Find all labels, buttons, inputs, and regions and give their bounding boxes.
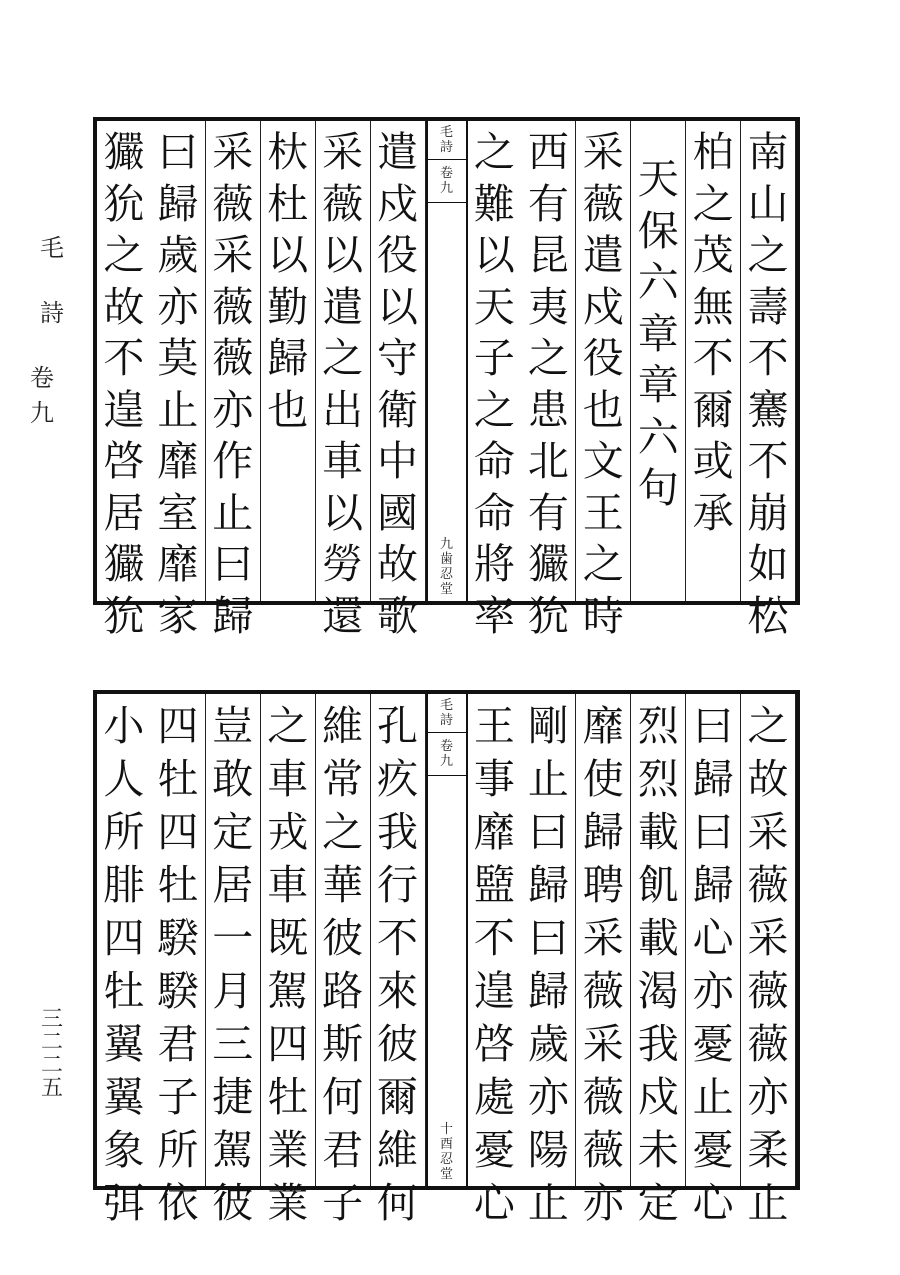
text-character: 采: [747, 808, 789, 856]
text-character: 陽: [527, 1126, 569, 1174]
text-character: 也: [582, 385, 624, 434]
text-column: [371, 121, 426, 640]
gutter-publisher: [440, 533, 453, 601]
text-character: 歸: [692, 755, 734, 803]
gutter-char: 卷: [439, 739, 453, 754]
text-column: [521, 694, 576, 1227]
text-character: 狁: [527, 591, 569, 640]
text-character: 歸: [267, 334, 309, 382]
text-character: 靡: [157, 540, 199, 588]
text-character: 豈: [212, 702, 254, 750]
text-character: 止: [692, 1073, 734, 1121]
text-character: 載: [637, 914, 679, 962]
text-character: 章: [637, 309, 679, 358]
gutter-volume: [428, 732, 466, 776]
text-character: 曰: [692, 808, 734, 856]
text-character: 君: [322, 1126, 364, 1174]
text-character: 之: [322, 334, 364, 382]
text-character: 遣: [582, 231, 624, 279]
text-character: 北: [527, 437, 569, 485]
text-character: 月: [212, 967, 254, 1015]
text-character: 之: [473, 128, 515, 176]
bottom-left-half: [97, 694, 426, 1227]
text-character: 曰: [692, 702, 734, 750]
page-number-char: 二: [40, 1053, 63, 1078]
text-character: 句: [637, 464, 679, 512]
text-column: [316, 121, 371, 640]
book-title-margin: [30, 228, 74, 428]
text-character: 靡: [473, 808, 515, 856]
text-column: [206, 121, 261, 640]
text-character: 敢: [212, 755, 254, 803]
text-character: 亦: [747, 1073, 789, 1121]
text-character: 常: [322, 755, 364, 803]
text-character: 我: [377, 808, 419, 856]
text-character: 牡: [103, 967, 145, 1015]
bottom-right-half: [468, 694, 797, 1227]
text-character: 之: [747, 702, 789, 750]
text-character: 薇: [322, 179, 364, 228]
text-character: 戍: [377, 179, 419, 228]
text-character: 止: [747, 1179, 789, 1227]
text-character: 歸: [692, 861, 734, 909]
text-character: 王: [473, 702, 515, 750]
text-character: 崩: [747, 488, 789, 537]
text-character: 騫: [747, 385, 789, 434]
text-character: 國: [377, 488, 419, 537]
text-character: 柏: [692, 128, 734, 176]
text-character: 無: [692, 282, 734, 331]
gutter-book-title: [440, 121, 453, 159]
text-character: 牡: [157, 861, 199, 909]
text-column: [741, 121, 796, 640]
text-character: 靡: [582, 702, 624, 750]
top-text-panel: [93, 117, 800, 640]
text-column: [261, 694, 316, 1227]
text-column: [686, 694, 741, 1227]
text-character: 四: [267, 1020, 309, 1068]
text-character: 不: [747, 437, 789, 485]
text-character: 彼: [322, 914, 364, 962]
text-character: 烈: [637, 755, 679, 803]
text-character: 事: [473, 755, 515, 803]
text-character: 亦: [212, 385, 254, 434]
text-character: 莫: [157, 334, 199, 382]
text-character: 衛: [377, 385, 419, 434]
margin-title-char: 毛: [40, 234, 64, 262]
text-character: 戍: [637, 1073, 679, 1121]
text-character: 定: [212, 808, 254, 856]
text-character: 以: [377, 282, 419, 331]
text-column: [631, 121, 686, 601]
gutter-book-title: [440, 694, 453, 732]
text-character: 騤: [157, 967, 199, 1015]
text-character: 昆: [527, 231, 569, 279]
text-character: 茂: [692, 231, 734, 279]
text-character: 以: [322, 231, 364, 279]
gutter-char: 酉: [439, 1137, 453, 1152]
text-character: 之: [473, 385, 515, 434]
text-character: 文: [582, 437, 624, 485]
text-character: 遣: [377, 128, 419, 176]
text-column: [261, 121, 316, 601]
text-character: 爾: [692, 385, 734, 434]
text-character: 既: [267, 914, 309, 962]
text-character: 作: [212, 437, 254, 485]
text-character: 承: [692, 488, 734, 537]
text-character: 翼: [103, 1020, 145, 1068]
text-character: 剛: [527, 702, 569, 750]
text-character: 使: [582, 755, 624, 803]
text-character: 遑: [103, 385, 145, 434]
gutter-char: 九: [439, 537, 453, 552]
text-character: 難: [473, 179, 515, 228]
text-column: [151, 121, 206, 640]
text-column: [316, 694, 371, 1227]
text-character: 之: [747, 231, 789, 279]
text-character: 或: [692, 437, 734, 485]
gutter-char: 忍: [439, 567, 453, 582]
top-right-half: [468, 121, 797, 640]
text-character: 壽: [747, 282, 789, 331]
gutter-char: 毛: [439, 125, 453, 140]
text-character: 止: [527, 755, 569, 803]
text-character: 車: [267, 755, 309, 803]
text-column: [576, 121, 631, 640]
text-character: 啓: [103, 437, 145, 485]
text-character: 出: [322, 385, 364, 434]
text-character: 役: [377, 231, 419, 279]
text-character: 不: [747, 334, 789, 382]
text-character: 中: [377, 437, 419, 485]
text-column: [97, 694, 151, 1227]
text-character: 亦: [692, 967, 734, 1015]
text-character: 曰: [527, 914, 569, 962]
text-character: 之: [322, 808, 364, 856]
text-character: 子: [473, 334, 515, 382]
text-character: 玁: [527, 540, 569, 588]
text-character: 止: [527, 1179, 569, 1227]
text-character: 不: [377, 914, 419, 962]
text-character: 所: [157, 1126, 199, 1174]
text-character: 彼: [212, 1179, 254, 1227]
text-character: 止: [157, 385, 199, 434]
top-left-half: [97, 121, 426, 640]
text-character: 行: [377, 861, 419, 909]
text-character: 玁: [103, 540, 145, 588]
text-character: 四: [157, 702, 199, 750]
gutter-char: 詩: [439, 140, 453, 155]
text-character: 定: [637, 1179, 679, 1227]
text-character: 故: [377, 540, 419, 588]
text-character: 何: [377, 1179, 419, 1227]
text-column: [521, 121, 576, 640]
text-character: 也: [267, 385, 309, 434]
text-character: 君: [157, 1020, 199, 1068]
text-character: 亦: [157, 282, 199, 331]
text-character: 憂: [692, 1020, 734, 1068]
gutter-char: 九: [439, 754, 453, 769]
text-character: 薇: [747, 967, 789, 1015]
page-number-char: 五: [40, 1076, 63, 1101]
text-character: 役: [582, 334, 624, 382]
text-character: 之: [103, 231, 145, 279]
text-character: 室: [157, 488, 199, 537]
text-character: 歲: [527, 1020, 569, 1068]
gutter-char: 詩: [439, 713, 453, 728]
text-character: 小: [103, 702, 145, 750]
text-character: 狁: [103, 179, 145, 228]
text-character: 命: [473, 437, 515, 485]
text-character: 盬: [473, 861, 515, 909]
text-character: 不: [473, 914, 515, 962]
text-character: 王: [582, 488, 624, 537]
text-character: 之: [692, 179, 734, 228]
gutter-char: 堂: [439, 1167, 453, 1182]
text-character: 之: [527, 334, 569, 382]
text-character: 六: [637, 412, 679, 461]
text-character: 率: [473, 591, 515, 640]
text-character: 子: [157, 1073, 199, 1121]
text-column: [576, 694, 631, 1227]
text-character: 象: [103, 1126, 145, 1174]
text-character: 爾: [377, 1073, 419, 1121]
text-column: [97, 121, 151, 640]
text-character: 家: [157, 591, 199, 640]
text-character: 薇: [747, 1020, 789, 1068]
text-character: 居: [103, 488, 145, 537]
text-column: [741, 694, 796, 1227]
text-character: 勤: [267, 282, 309, 331]
text-character: 靡: [157, 437, 199, 485]
text-character: 患: [527, 385, 569, 434]
text-character: 處: [473, 1073, 515, 1121]
text-character: 業: [267, 1179, 309, 1227]
text-character: 心: [692, 914, 734, 962]
text-character: 弭: [103, 1179, 145, 1227]
text-character: 三: [212, 1020, 254, 1068]
text-character: 未: [637, 1126, 679, 1174]
text-character: 我: [637, 1020, 679, 1068]
text-character: 山: [747, 179, 789, 228]
text-character: 保: [637, 206, 679, 255]
text-character: 時: [582, 591, 624, 640]
text-character: 止: [212, 488, 254, 537]
text-character: 松: [747, 591, 789, 640]
text-character: 飢: [637, 861, 679, 909]
text-character: 駕: [212, 1126, 254, 1174]
text-character: 玁: [103, 128, 145, 176]
text-character: 業: [267, 1126, 309, 1174]
text-character: 人: [103, 755, 145, 803]
text-character: 以: [473, 231, 515, 279]
text-character: 來: [377, 967, 419, 1015]
text-character: 車: [322, 437, 364, 485]
text-character: 還: [322, 591, 364, 640]
text-character: 歸: [157, 179, 199, 228]
text-character: 翼: [103, 1073, 145, 1121]
text-character: 載: [637, 808, 679, 856]
text-column: [467, 694, 521, 1227]
text-character: 牡: [157, 755, 199, 803]
text-character: 之: [582, 540, 624, 588]
margin-title-char: 詩: [40, 299, 64, 327]
text-column: [686, 121, 741, 601]
text-character: 戍: [582, 282, 624, 331]
text-column: [467, 121, 521, 640]
page-number: [30, 1008, 74, 1100]
text-character: 亦: [527, 1073, 569, 1121]
text-column: [206, 694, 261, 1227]
text-column: [151, 694, 206, 1227]
text-character: 薇: [212, 179, 254, 228]
text-character: 歸: [527, 861, 569, 909]
page-number-char: 三: [40, 1007, 63, 1032]
text-character: 夷: [527, 282, 569, 331]
text-character: 遣: [322, 282, 364, 331]
text-character: 彼: [377, 1020, 419, 1068]
text-character: 薇: [747, 861, 789, 909]
text-character: 曰: [527, 808, 569, 856]
gutter-volume: [428, 159, 466, 203]
text-character: 采: [582, 1020, 624, 1068]
text-character: 狁: [103, 591, 145, 640]
text-character: 曰: [157, 128, 199, 176]
text-character: 杜: [267, 179, 309, 228]
text-character: 心: [473, 1179, 515, 1227]
text-character: 勞: [322, 540, 364, 588]
text-character: 歸: [212, 591, 254, 640]
text-character: 孔: [377, 702, 419, 750]
text-character: 歲: [157, 231, 199, 279]
gutter-char: 忍: [439, 1152, 453, 1167]
text-character: 之: [267, 702, 309, 750]
text-character: 柔: [747, 1126, 789, 1174]
top-center-gutter: [426, 121, 468, 601]
text-character: 維: [377, 1126, 419, 1174]
text-character: 子: [322, 1179, 364, 1227]
gutter-char: 九: [439, 181, 453, 196]
text-character: 杕: [267, 128, 309, 176]
text-column: [371, 694, 426, 1227]
text-character: 采: [582, 128, 624, 176]
text-character: 渴: [637, 967, 679, 1015]
text-character: 守: [377, 334, 419, 382]
text-character: 啓: [473, 1020, 515, 1068]
text-character: 聘: [582, 861, 624, 909]
text-character: 一: [212, 914, 254, 962]
text-character: 有: [527, 488, 569, 537]
text-character: 駕: [267, 967, 309, 1015]
text-character: 命: [473, 488, 515, 537]
gutter-char: 十: [439, 1122, 453, 1137]
text-character: 所: [103, 808, 145, 856]
text-column: [631, 694, 686, 1227]
text-character: 采: [212, 128, 254, 176]
gutter-char: 卷: [439, 166, 453, 181]
text-character: 依: [157, 1179, 199, 1227]
text-character: 天: [473, 282, 515, 331]
text-character: 故: [103, 282, 145, 331]
text-character: 薇: [212, 334, 254, 382]
text-character: 南: [747, 128, 789, 176]
text-character: 薇: [582, 179, 624, 228]
text-character: 不: [692, 334, 734, 382]
text-character: 四: [103, 914, 145, 962]
text-character: 歌: [377, 591, 419, 640]
text-character: 何: [322, 1073, 364, 1121]
text-character: 捷: [212, 1073, 254, 1121]
text-character: 歸: [582, 808, 624, 856]
text-character: 斯: [322, 1020, 364, 1068]
text-character: 章: [637, 361, 679, 409]
margin-title-char: 卷九: [30, 364, 54, 427]
text-character: 四: [157, 808, 199, 856]
text-character: 有: [527, 179, 569, 228]
text-character: 以: [322, 488, 364, 537]
gutter-publisher: [440, 1118, 453, 1186]
text-character: 烈: [637, 702, 679, 750]
text-character: 牡: [267, 1073, 309, 1121]
text-character: 騤: [157, 914, 199, 962]
text-character: 路: [322, 967, 364, 1015]
text-character: 維: [322, 702, 364, 750]
text-character: 以: [267, 231, 309, 279]
text-character: 遑: [473, 967, 515, 1015]
text-character: 故: [747, 755, 789, 803]
text-character: 薇: [212, 282, 254, 331]
text-character: 采: [212, 231, 254, 279]
text-character: 疚: [377, 755, 419, 803]
bottom-text-panel: [93, 690, 800, 1227]
text-character: 薇: [582, 1073, 624, 1121]
text-character: 心: [692, 1179, 734, 1227]
text-character: 腓: [103, 861, 145, 909]
text-character: 戎: [267, 808, 309, 856]
text-character: 薇: [582, 1126, 624, 1174]
text-character: 采: [582, 914, 624, 962]
text-character: 居: [212, 861, 254, 909]
text-character: 曰: [212, 540, 254, 588]
gutter-char: 歯: [439, 552, 453, 567]
text-character: 憂: [473, 1126, 515, 1174]
text-character: 采: [747, 914, 789, 962]
text-character: 不: [103, 334, 145, 382]
text-character: 憂: [692, 1126, 734, 1174]
text-character: 天: [637, 155, 679, 203]
text-character: 西: [527, 128, 569, 176]
text-character: 薇: [582, 967, 624, 1015]
text-character: 亦: [582, 1179, 624, 1227]
text-character: 歸: [527, 967, 569, 1015]
text-character: 車: [267, 861, 309, 909]
text-character: 如: [747, 540, 789, 588]
text-character: 采: [322, 128, 364, 176]
text-character: 將: [473, 540, 515, 588]
page-number-char: 二: [40, 1030, 63, 1055]
bottom-center-gutter: [426, 694, 468, 1186]
text-character: 華: [322, 861, 364, 909]
gutter-char: 毛: [439, 698, 453, 713]
gutter-char: 堂: [439, 582, 453, 597]
text-character: 六: [637, 258, 679, 306]
